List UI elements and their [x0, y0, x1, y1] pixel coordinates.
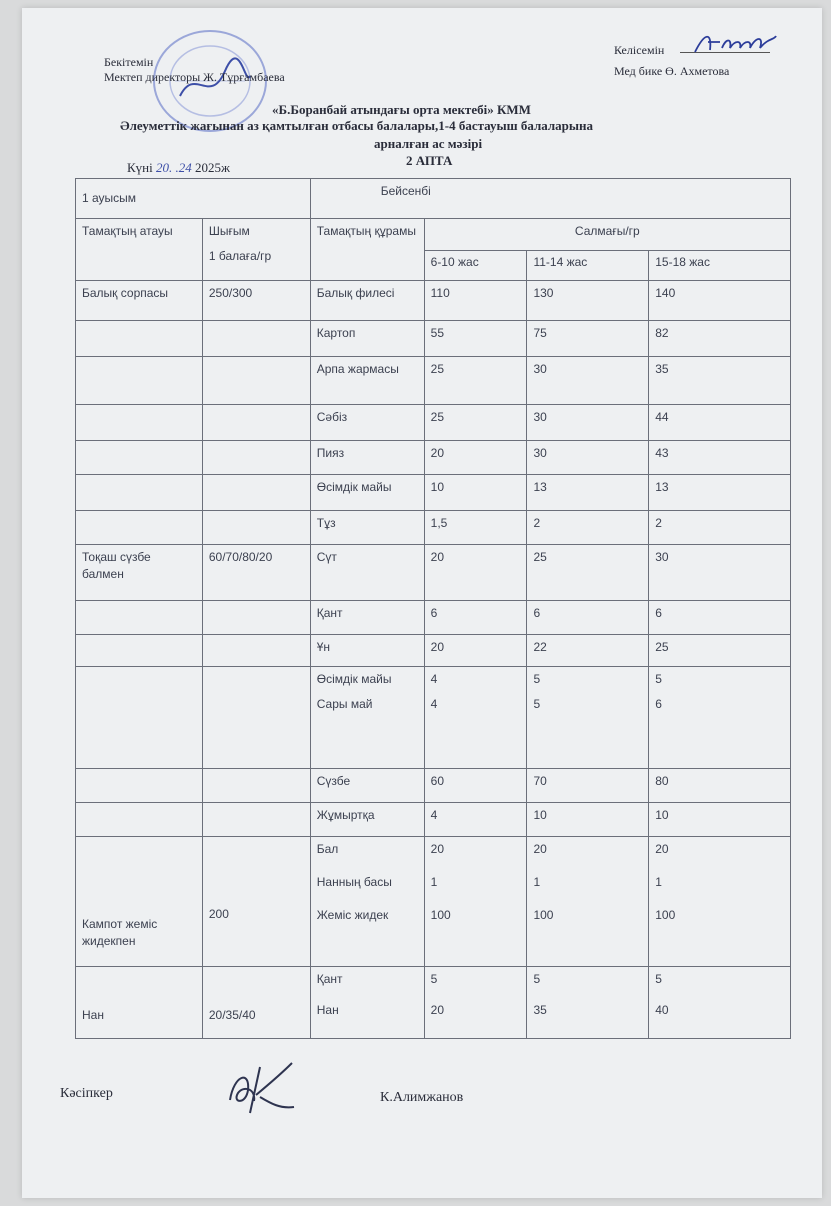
dish-cell: [76, 803, 203, 837]
yield-cell: [202, 441, 310, 475]
ingredient-line: Нан: [316, 1003, 339, 1017]
value-11-14: 70: [527, 769, 649, 803]
ingredient-cell: Тұз: [310, 511, 424, 545]
value-11-14: 30: [527, 441, 649, 475]
value-6-10: [424, 967, 527, 1039]
value-11-14: [527, 837, 649, 967]
value-6-10: 60: [424, 769, 527, 803]
table-row: [76, 667, 791, 769]
value-line: 5: [430, 972, 438, 986]
entrepreneur-signature: [220, 1055, 300, 1120]
yield-cell: [202, 475, 310, 511]
date-line: [127, 160, 230, 176]
dish-cell: [76, 635, 203, 667]
value-15-18: 10: [649, 803, 791, 837]
value-line: 1: [430, 875, 438, 889]
yield-cell: [202, 601, 310, 635]
value-11-14: 10: [527, 803, 649, 837]
value-15-18: [649, 967, 791, 1039]
ingredient-cell: Ұн: [310, 635, 424, 667]
value-line: 5: [533, 697, 541, 711]
value-line: 35: [533, 1003, 547, 1017]
yield-cell: [202, 511, 310, 545]
value-11-14: 25: [527, 545, 649, 601]
value-11-14: 6: [527, 601, 649, 635]
value-line: 6: [655, 697, 662, 711]
value-line: 4: [430, 672, 438, 686]
ingredient-cell: [310, 837, 424, 967]
ingredient-cell: Сүт: [310, 545, 424, 601]
dish-cell: [76, 405, 203, 441]
yield-cell: [202, 769, 310, 803]
col-dish-header: Тамақтың атауы: [76, 219, 203, 281]
agree-role: Мед бике Ө. Ахметова: [614, 64, 730, 78]
value-6-10: 6: [424, 601, 527, 635]
value-15-18: 6: [649, 601, 791, 635]
value-15-18: 2: [649, 511, 791, 545]
dish-cell: [76, 601, 203, 635]
value-line: 40: [655, 1003, 669, 1017]
dish-cell: [76, 475, 203, 511]
footer-entrepreneur-name: К.Алимжанов: [380, 1090, 464, 1105]
table-row: [76, 635, 791, 667]
dish-cell: [76, 511, 203, 545]
table-row: [76, 545, 791, 601]
agree-label: Келісемін: [614, 43, 665, 57]
menu-title-line1: Әлеуметтік жағынан аз қамтылған отбасы балалары,1-4 бастауыш балаларына: [120, 118, 594, 133]
ingredient-cell: Өсімдік майы: [310, 475, 424, 511]
age-15-18: 15-18 жас: [649, 251, 791, 281]
value-15-18: 13: [649, 475, 791, 511]
footer-entrepreneur-label: Кәсіпкер: [60, 1086, 113, 1101]
value-6-10: 25: [424, 405, 527, 441]
ingredient-line: Өсімдік майы: [316, 672, 392, 686]
age-11-14: 11-14 жас: [527, 251, 649, 281]
ingredient-line: Сары май: [316, 697, 373, 711]
value-line: 100: [430, 908, 451, 922]
ingredient-cell: Сәбіз: [310, 405, 424, 441]
dish-cell: Кампот жеміс жидекпен: [76, 837, 203, 967]
dish-cell: Тоқаш сүзбе балмен: [76, 545, 203, 601]
yield-cell: 200: [202, 837, 310, 967]
col-yield-line2: 1 балаға/гр: [208, 249, 272, 263]
value-line: 20: [655, 842, 669, 856]
value-11-14: 75: [527, 321, 649, 357]
compote-row: [76, 837, 791, 967]
value-15-18: 25: [649, 635, 791, 667]
dish-cell: Нан: [76, 967, 203, 1039]
ingredient-line: Нанның басы: [316, 875, 392, 889]
value-6-10: [424, 667, 527, 769]
table-row: [76, 405, 791, 441]
ingredient-cell: Балық филесі: [310, 281, 424, 321]
approve-role: Мектеп директоры Ж. Тұрғамбаева: [104, 70, 285, 84]
date-prefix: Күні: [127, 160, 153, 175]
value-line: 20: [430, 1003, 444, 1017]
ingredient-cell: [310, 667, 424, 769]
value-6-10: [424, 837, 527, 967]
value-15-18: 30: [649, 545, 791, 601]
dish-cell: [76, 321, 203, 357]
value-6-10: 20: [424, 635, 527, 667]
day-cell: Бейсенбі: [310, 179, 790, 219]
table-row: [76, 601, 791, 635]
col-yield-line1: Шығым: [208, 224, 250, 238]
yield-cell: [202, 635, 310, 667]
value-15-18: 43: [649, 441, 791, 475]
ingredient-cell: Жұмыртқа: [310, 803, 424, 837]
ingredient-cell: Арпа жармасы: [310, 357, 424, 405]
table-row: [76, 281, 791, 321]
value-line: 20: [430, 842, 444, 856]
nurse-signature: [690, 30, 780, 58]
value-line: 20: [533, 842, 547, 856]
value-11-14: [527, 967, 649, 1039]
dish-cell: Балық сорпасы: [76, 281, 203, 321]
menu-table: [75, 178, 791, 1039]
value-line: 5: [533, 672, 541, 686]
date-suffix: 2025ж: [195, 160, 230, 175]
dish-cell: [76, 769, 203, 803]
value-6-10: 25: [424, 357, 527, 405]
value-11-14: 13: [527, 475, 649, 511]
value-line: 5: [533, 972, 541, 986]
value-line: 1: [655, 875, 662, 889]
approve-label: Бекітемін: [104, 55, 154, 69]
col-weight-header: Салмағы/гр: [424, 219, 790, 251]
value-11-14: [527, 667, 649, 769]
value-15-18: 44: [649, 405, 791, 441]
value-11-14: 30: [527, 405, 649, 441]
ingredient-line: Қант: [316, 972, 343, 986]
dish-cell: [76, 667, 203, 769]
value-line: 5: [655, 972, 662, 986]
value-11-14: 2: [527, 511, 649, 545]
value-line: 5: [655, 672, 662, 686]
value-6-10: 110: [424, 281, 527, 321]
value-11-14: 130: [527, 281, 649, 321]
value-15-18: 80: [649, 769, 791, 803]
yield-cell: [202, 405, 310, 441]
table-row: [76, 441, 791, 475]
table-shift-row: [76, 179, 791, 219]
table-row: [76, 769, 791, 803]
table-row: [76, 803, 791, 837]
ingredient-cell: [310, 967, 424, 1039]
shift-cell: 1 ауысым: [76, 179, 311, 219]
value-15-18: [649, 837, 791, 967]
value-11-14: 22: [527, 635, 649, 667]
value-line: 4: [430, 697, 438, 711]
value-6-10: 20: [424, 545, 527, 601]
value-line: 1: [533, 875, 541, 889]
value-line: 100: [533, 908, 554, 922]
value-15-18: 140: [649, 281, 791, 321]
ingredient-cell: Қант: [310, 601, 424, 635]
value-6-10: 4: [424, 803, 527, 837]
value-6-10: 55: [424, 321, 527, 357]
menu-title-line2: арналған ас мәзірі: [374, 136, 483, 151]
value-line: 100: [655, 908, 676, 922]
value-6-10: 1,5: [424, 511, 527, 545]
ingredient-cell: Картоп: [310, 321, 424, 357]
value-15-18: 82: [649, 321, 791, 357]
age-6-10: 6-10 жас: [424, 251, 527, 281]
ingredient-cell: Пияз: [310, 441, 424, 475]
yield-cell: 60/70/80/20: [202, 545, 310, 601]
yield-cell: [202, 803, 310, 837]
col-composition-header: Тамақтың құрамы: [310, 219, 424, 281]
bread-row: [76, 967, 791, 1039]
value-15-18: [649, 667, 791, 769]
ingredient-line: Бал: [316, 842, 339, 856]
week-label: 2 АПТА: [406, 153, 453, 168]
yield-cell: 250/300: [202, 281, 310, 321]
value-6-10: 10: [424, 475, 527, 511]
value-6-10: 20: [424, 441, 527, 475]
school-name: «Б.Боранбай атындағы орта мектебі» КММ: [272, 102, 531, 117]
table-row: [76, 357, 791, 405]
table-row: [76, 321, 791, 357]
value-15-18: 35: [649, 357, 791, 405]
yield-cell: 20/35/40: [202, 967, 310, 1039]
table-row: [76, 475, 791, 511]
yield-cell: [202, 667, 310, 769]
table-row: [76, 511, 791, 545]
date-handwritten: 20. .24: [156, 160, 192, 175]
table-header-row: [76, 219, 791, 251]
yield-cell: [202, 357, 310, 405]
col-yield-header: [202, 219, 310, 281]
ingredient-line: Жеміс жидек: [316, 908, 389, 922]
dish-cell: [76, 441, 203, 475]
value-11-14: 30: [527, 357, 649, 405]
yield-cell: [202, 321, 310, 357]
ingredient-cell: Сүзбе: [310, 769, 424, 803]
dish-cell: [76, 357, 203, 405]
